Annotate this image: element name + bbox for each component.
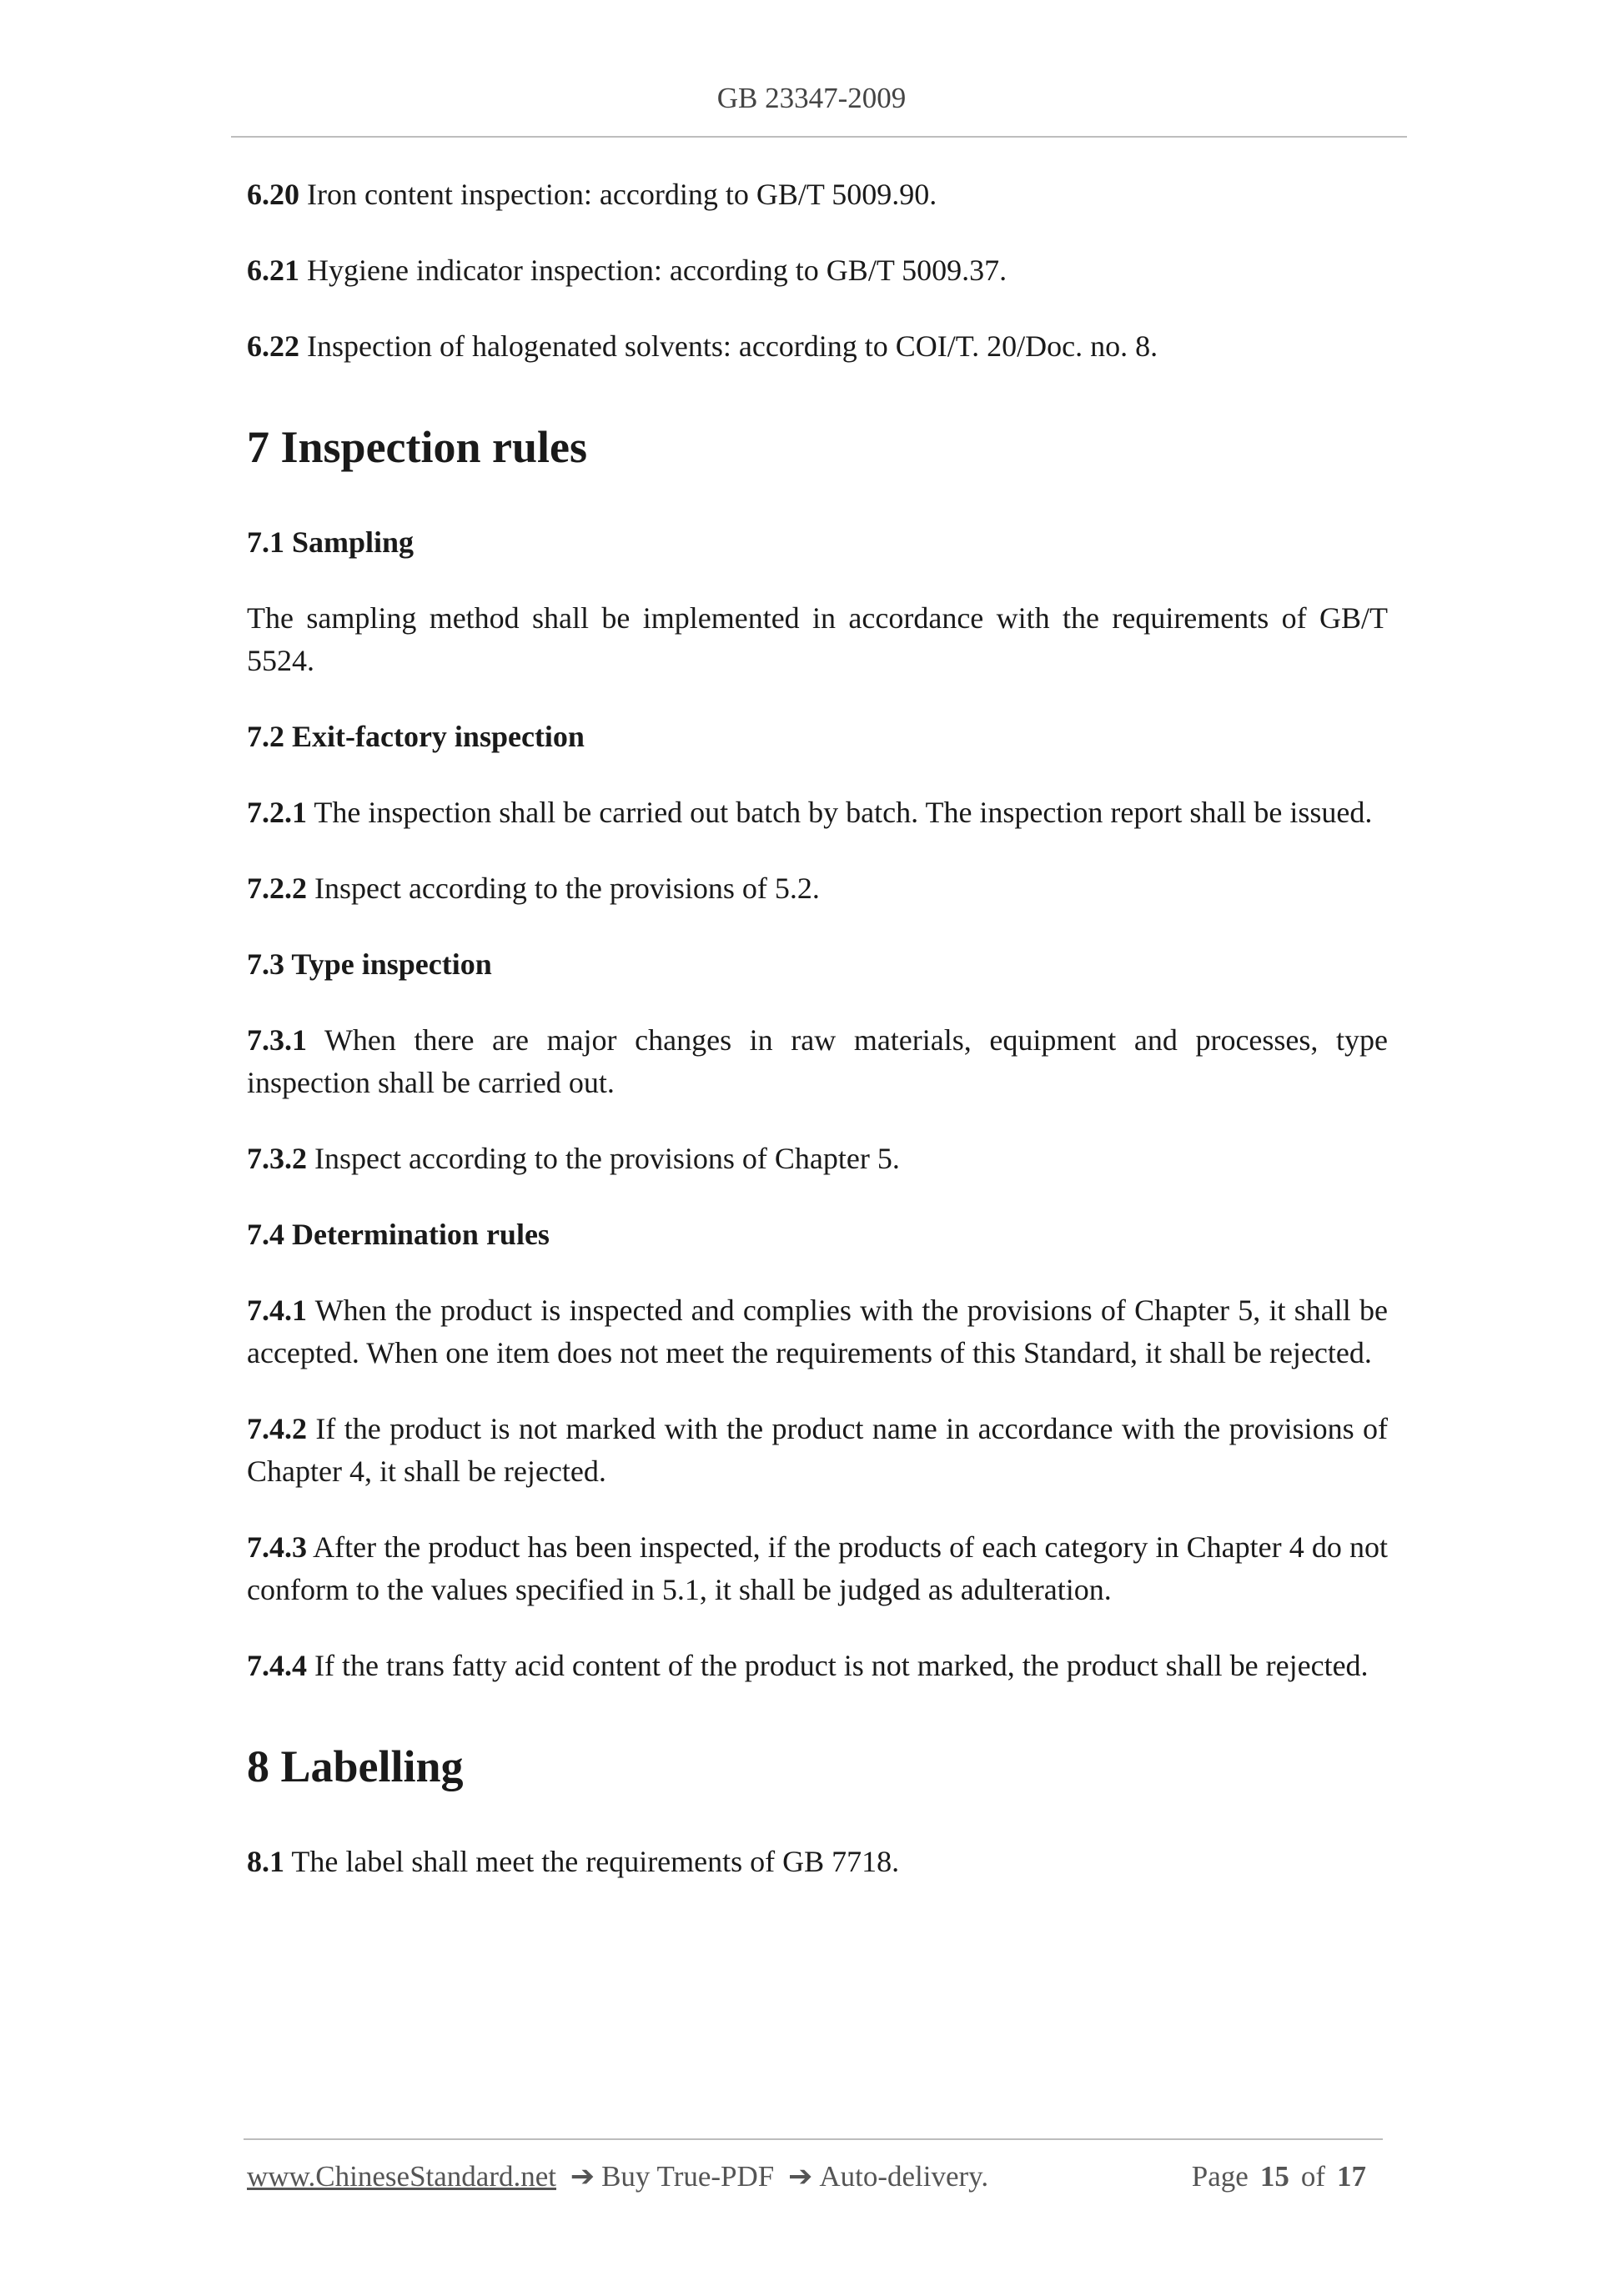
clause-number: 7.4.3: [247, 1530, 307, 1564]
clause-paragraph: [247, 249, 1388, 292]
header-divider: [231, 136, 1407, 138]
section-heading: 7 Inspection rules: [247, 422, 588, 472]
clause-text: The inspection shall be carried out batch by batch. The inspection report shall be issued.: [314, 796, 1373, 829]
clause-paragraph: [247, 1019, 1388, 1104]
clause-number: 6.22: [247, 329, 299, 363]
clause-paragraph: [247, 1408, 1388, 1493]
clause-paragraph: [247, 597, 1388, 682]
clause-paragraph: [247, 791, 1388, 834]
arrow-right-icon: ➔: [570, 2160, 595, 2193]
clause-paragraph: [247, 173, 1388, 216]
document-id: GB 23347-2009: [716, 82, 907, 114]
clause-text: When the product is inspected and complies with the provisions of Chapter 5, it shall be accepted. When one item does not meet the requirements of this Standard, it shall be rejected.: [247, 1294, 1388, 1369]
clause-text: The sampling method shall be implemented in accordance with the requirements of GB/T 5524.: [247, 601, 1388, 677]
footer-divider: [244, 2138, 1383, 2140]
clause-paragraph: [247, 325, 1388, 368]
clause-text: If the product is not marked with the product name in accordance with the provisions of Chapter 4, it shall be rejected.: [247, 1412, 1389, 1488]
subsection-heading: 7.2 Exit-factory inspection: [247, 720, 585, 753]
clause-text: Inspect according to the provisions of Chapter 5.: [314, 1142, 900, 1175]
clause-number: 8.1: [247, 1845, 284, 1878]
clause-text: The label shall meet the requirements of GB 7718.: [291, 1845, 900, 1878]
footer-promo: [247, 2160, 988, 2193]
page-total: 17: [1337, 2160, 1366, 2193]
clause-paragraph: [247, 1289, 1388, 1374]
subsection-heading: 7.3 Type inspection: [247, 947, 492, 981]
clause-number: 6.21: [247, 254, 299, 287]
clause-number: 7.2.2: [247, 872, 307, 905]
clause-paragraph: [247, 1841, 1388, 1883]
page-number: [1192, 2160, 1378, 2193]
clause-paragraph: [247, 1138, 1388, 1180]
clause-text: If the trans fatty acid content of the product is not marked, the product shall be rejected.: [314, 1649, 1369, 1682]
section-heading: 8 Labelling: [247, 1741, 464, 1791]
auto-delivery-text: Auto-delivery.: [819, 2160, 989, 2193]
clause-number: 7.2.1: [247, 796, 307, 829]
clause-text: Iron content inspection: according to GB/T 5009.90.: [307, 178, 937, 211]
clause-number: 7.3.2: [247, 1142, 307, 1175]
clause-text: When there are major changes in raw materials, equipment and processes, type inspection shall be carried out.: [247, 1023, 1388, 1099]
clause-number: 7.4.1: [247, 1294, 307, 1327]
clause-number: 7.4.2: [247, 1412, 307, 1445]
subsection-heading: 7.4 Determination rules: [247, 1218, 550, 1251]
clause-number: 7.3.1: [247, 1023, 307, 1057]
clause-text: Inspect according to the provisions of 5.2.: [314, 872, 820, 905]
clause-paragraph: [247, 867, 1388, 910]
clause-number: 7.4.4: [247, 1649, 307, 1682]
clause-text: Inspection of halogenated solvents: according to COI/T. 20/Doc. no. 8.: [307, 329, 1158, 363]
clause-paragraph: [247, 1526, 1388, 1611]
arrow-right-icon: ➔: [788, 2160, 813, 2193]
buy-pdf-text: Buy True-PDF: [601, 2160, 775, 2193]
website-link[interactable]: www.ChineseStandard.net: [247, 2160, 556, 2193]
document-body: [247, 173, 1388, 1917]
clause-paragraph: [247, 1645, 1388, 1687]
of-label: of: [1300, 2160, 1325, 2193]
subsection-heading: 7.1 Sampling: [247, 525, 415, 559]
clause-text: Hygiene indicator inspection: according to GB/T 5009.37.: [307, 254, 1007, 287]
page-current: 15: [1259, 2160, 1289, 2193]
page-label: Page: [1191, 2160, 1249, 2193]
clause-number: 6.20: [247, 178, 299, 211]
clause-text: After the product has been inspected, if the products of each category in Chapter 4 do not conform to the values specified in 5.1, it shall be judged as adulteration.: [247, 1530, 1388, 1606]
